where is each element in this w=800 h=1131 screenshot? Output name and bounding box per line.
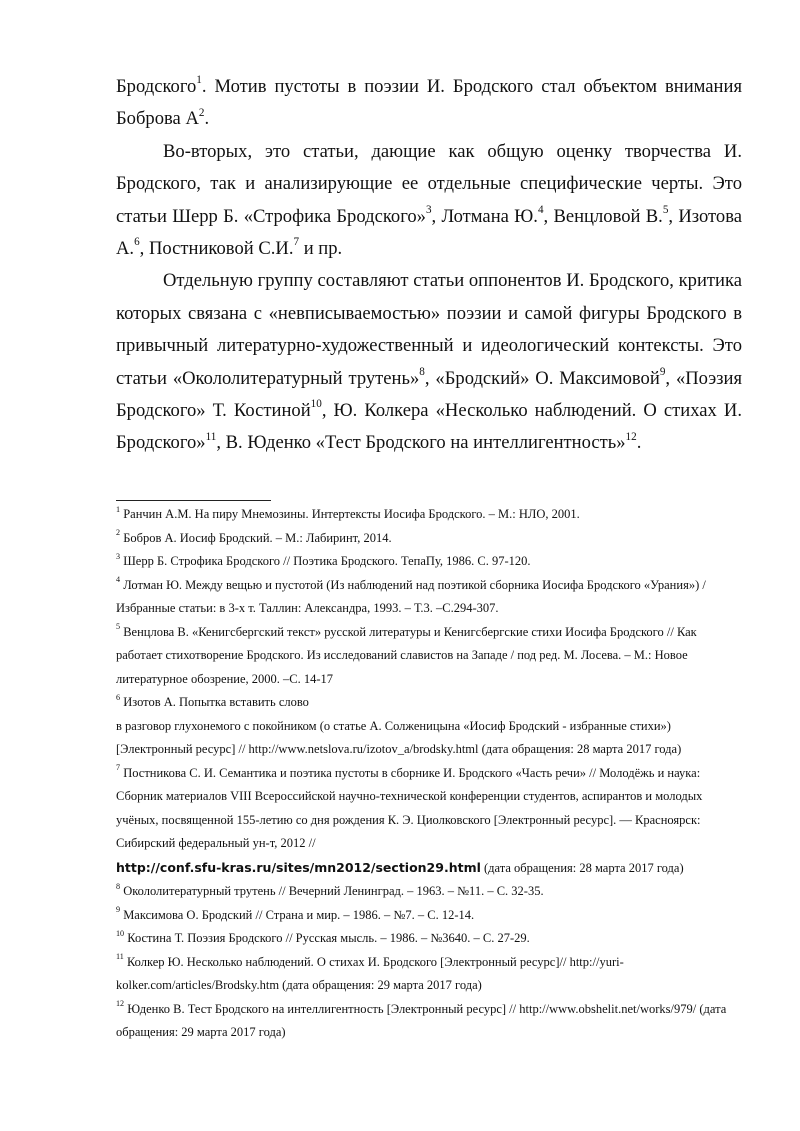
footnote-text-continued: в разговор глухонемого с покойником (о статье А. Солженицына «Иосиф Бродский - избранные стихи») [Электронный ресурс] // http://www.netslova.ru/izotov_a/brodsky.html (дата обращения: 28 марта 2017 года) — [116, 718, 682, 756]
footnote-9 — [116, 904, 746, 928]
footnote-3 — [116, 550, 746, 574]
footnote-ref-1[interactable]: 1 — [196, 74, 202, 87]
text-run: , В. Юденко «Тест Бродского на интеллигентность» — [216, 432, 626, 454]
footnote-ref-5[interactable]: 5 — [662, 203, 669, 216]
footnote-1 — [116, 503, 746, 527]
text-run: , Ю. Колкера «Несколько наблюдений. О стихах И. Бродского» — [116, 400, 742, 454]
footnote-number: 3 — [116, 551, 121, 561]
text-run: Отдельную группу составляют статьи оппонентов И. Бродского, критика которых связана с «невписываемостью» поэзии и самой фигуры Бродского в привычный литературно-художественный и идеологический контексты. Это статьи «Окололитературный трутень» — [116, 270, 742, 389]
footnote-4 — [116, 574, 746, 621]
footnote-text: Юденко В. Тест Бродского на интеллигентность [Электронный ресурс] // http://www.obshelit.net/works/979/ (дата обращения: 29 марта 2017 года) — [116, 1001, 727, 1039]
footnote-number: 5 — [116, 622, 121, 632]
footnote-separator — [116, 500, 271, 501]
text-run: . — [636, 432, 642, 454]
footnote-12 — [116, 998, 746, 1045]
footnote-11 — [116, 951, 746, 998]
text-run: , Постниковой С.И. — [139, 238, 294, 260]
footnote-text: Костина Т. Поэзия Бродского // Русская мысль. – 1986. – №3640. – С. 27-29. — [124, 931, 530, 945]
footnote-number: 10 — [116, 928, 125, 938]
footnote-ref-12[interactable]: 12 — [625, 430, 637, 443]
footnote-number: 6 — [116, 692, 121, 702]
footnote-ref-10[interactable]: 10 — [310, 398, 322, 411]
text-run: . Мотив пустоты в поэзии И. Бродского стал объектом внимания Боброва А — [116, 76, 742, 130]
footnote-number: 7 — [116, 763, 121, 773]
text-run: Бродского — [116, 76, 197, 97]
main-text — [116, 71, 742, 460]
footnote-ref-11[interactable]: 11 — [205, 430, 217, 443]
footnote-text: Колкер Ю. Несколько наблюдений. О стихах И. Бродского [Электронный ресурс]// http://yuri-kolker.com/articles/Brodsky.htm (дата обращения: 29 марта 2017 года) — [116, 954, 624, 992]
footnote-2 — [116, 527, 746, 551]
footnote-10 — [116, 927, 746, 951]
footnote-8 — [116, 880, 746, 904]
footnote-number: 1 — [116, 504, 121, 514]
footnote-text: Изотов А. Попытка вставить слово — [120, 695, 309, 709]
footnote-text: Ранчин А.М. На пиру Мнемозины. Интертексты Иосифа Бродского. – М.: НЛО, 2001. — [120, 507, 580, 521]
footnote-link[interactable]: http://conf.sfu-kras.ru/sites/mn2012/section29.html — [116, 859, 481, 875]
footnote-ref-2[interactable]: 2 — [198, 106, 205, 119]
footnote-7 — [116, 762, 746, 881]
text-run: . — [204, 108, 210, 130]
paragraph-2 — [116, 136, 742, 266]
footnote-number: 9 — [116, 905, 121, 915]
footnote-number: 4 — [116, 575, 121, 585]
footnote-ref-7[interactable]: 7 — [293, 236, 300, 249]
footnote-number: 11 — [116, 952, 124, 962]
footnote-ref-6[interactable]: 6 — [134, 236, 140, 249]
footnote-text: Окололитературный трутень // Вечерний Ленинград. – 1963. – №11. – С. 32-35. — [120, 884, 544, 898]
paragraph-1 — [116, 71, 742, 136]
footnote-number: 2 — [116, 528, 121, 538]
footnote-ref-4[interactable]: 4 — [537, 203, 544, 216]
footnote-text: Шерр Б. Строфика Бродского // Поэтика Бродского. ТепаПу, 1986. С. 97-120. — [120, 554, 531, 568]
text-run: Во-вторых, это статьи, дающие как общую оценку творчества И. Бродского, так и анализирующие ее отдельные специфические черты. Это статьи Шерр Б. «Строфика Бродского» — [116, 140, 742, 227]
footnote-ref-8[interactable]: 8 — [419, 365, 425, 378]
footnotes-section — [116, 503, 746, 1045]
text-run: и пр. — [299, 238, 343, 260]
footnote-text: Постникова С. И. Семантика и поэтика пустоты в сборнике И. Бродского «Часть речи» // Молодёжь и наука: Сборник материалов VIII Всероссийской научно-технической конференции студентов, аспирантов и молодых учёных, посвященной 155-летию со дня рождения К. Э. Циолковского [Электронный ресурс]. — Красноярск: Сибирский федеральный ун-т, 2012 // — [116, 765, 703, 850]
footnote-number: 8 — [116, 881, 121, 891]
footnote-text: Максимова О. Бродский // Страна и мир. – 1986. – №7. – С. 12-14. — [120, 907, 475, 922]
footnote-text-after-link: (дата обращения: 28 марта 2017 года) — [480, 860, 684, 875]
footnote-text: Бобров А. Иосиф Бродский. – М.: Лабиринт, 2014. — [120, 530, 392, 545]
text-run: , Изотова А. — [116, 205, 742, 260]
text-run: , «Бродский» О. Максимовой — [424, 367, 660, 389]
footnote-text: Лотман Ю. Между вещью и пустотой (Из наблюдений над поэтикой сборника Иосифа Бродского «Урания») / Избранные статьи: в 3-х т. Таллин: Александра, 1993. – Т.3. –С.294-307. — [116, 577, 706, 615]
footnote-6 — [116, 691, 746, 762]
footnote-number: 12 — [116, 999, 125, 1009]
footnote-ref-3[interactable]: 3 — [425, 203, 432, 216]
text-run: , Венцловой В. — [543, 205, 663, 227]
text-run: , «Поэзия Бродского» Т. Костиной — [116, 367, 743, 422]
text-run: , Лотмана Ю. — [431, 205, 538, 227]
footnote-text: Венцлова В. «Кенигсбергский текст» русской литературы и Кенигсбергские стихи Иосифа Бродского // Как работает стихотворение Бродского. Из исследований славистов на Западе / под ред. М. Лосева. – М.: Новое литературное обозрение, 2000. –С. 14-17 — [116, 624, 697, 686]
footnote-ref-9[interactable]: 9 — [659, 365, 666, 378]
paragraph-3 — [116, 265, 742, 459]
footnote-5 — [116, 621, 746, 692]
